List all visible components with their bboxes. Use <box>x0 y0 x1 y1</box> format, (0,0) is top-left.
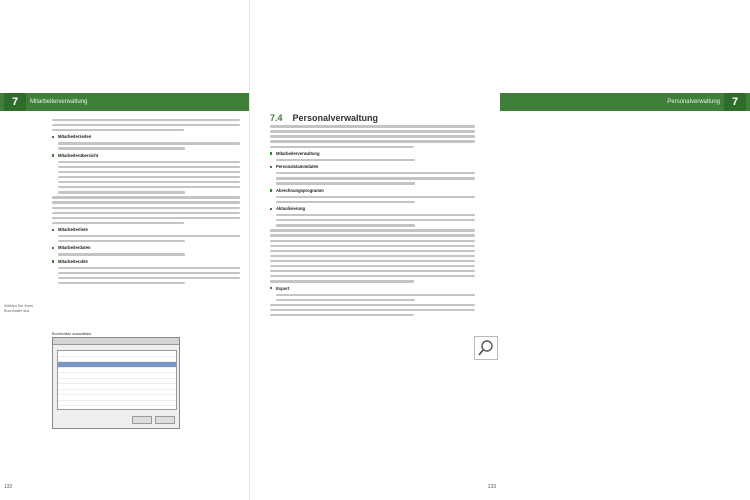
right-header-bar <box>500 93 750 111</box>
left-bullet-1 <box>52 134 240 149</box>
left-body-text <box>52 116 240 284</box>
screenshot-caption: Buchhalter auswählen <box>52 331 92 336</box>
section-number: 7.4 <box>270 113 283 123</box>
left-bullet-5 <box>52 259 240 285</box>
right-bullet-1 <box>270 151 475 161</box>
right-bullet-2 <box>270 164 475 184</box>
right-bullet-3 <box>270 188 475 203</box>
right-bullet-5 <box>270 286 475 301</box>
left-bullet-title: Mitarbeiterakte <box>58 258 88 264</box>
right-body-text <box>270 113 475 316</box>
left-header-bar <box>0 93 250 111</box>
left-chapter-number: 7 <box>4 93 26 111</box>
left-bullet-2 <box>52 153 240 194</box>
right-bullet-title: Export <box>276 285 290 291</box>
left-bullet-title: Mitarbeiterdaten <box>58 245 91 251</box>
magnifier-icon <box>474 336 498 360</box>
right-bullet-title: Personalstammdaten <box>276 164 319 170</box>
left-page-number: 132 <box>4 484 13 490</box>
left-bullet-title: Mitarbeiterzeiten <box>58 134 92 140</box>
right-bullet-title: Mitarbeiterverwaltung <box>276 150 320 156</box>
right-chapter-number: 7 <box>724 93 746 111</box>
right-page <box>250 0 739 500</box>
right-running-head: Personalverwaltung <box>667 99 720 105</box>
left-bullet-title: Mitarbeiterliste <box>58 227 88 233</box>
dialog-list <box>57 350 177 410</box>
right-bullet-title: Abrechnungsprogramm <box>276 187 324 193</box>
section-title: Personalverwaltung <box>292 113 379 123</box>
right-bullet-title: Aktualisierung <box>276 206 306 212</box>
left-bullet-title: Mitarbeiterübersicht <box>58 152 99 158</box>
side-note: Wählen Sie Ihren Buchhalter aus. <box>4 304 34 313</box>
left-bullet-4 <box>52 245 240 255</box>
right-page-number: 133 <box>487 484 496 490</box>
dialog-screenshot <box>52 337 180 429</box>
left-running-head: Mitarbeiterverwaltung <box>30 99 88 105</box>
right-bullet-4 <box>270 206 475 226</box>
section-heading <box>270 113 475 123</box>
left-page <box>0 0 250 500</box>
left-bullet-3 <box>52 227 240 242</box>
dialog-titlebar <box>53 338 179 345</box>
dialog-buttons <box>132 416 175 424</box>
